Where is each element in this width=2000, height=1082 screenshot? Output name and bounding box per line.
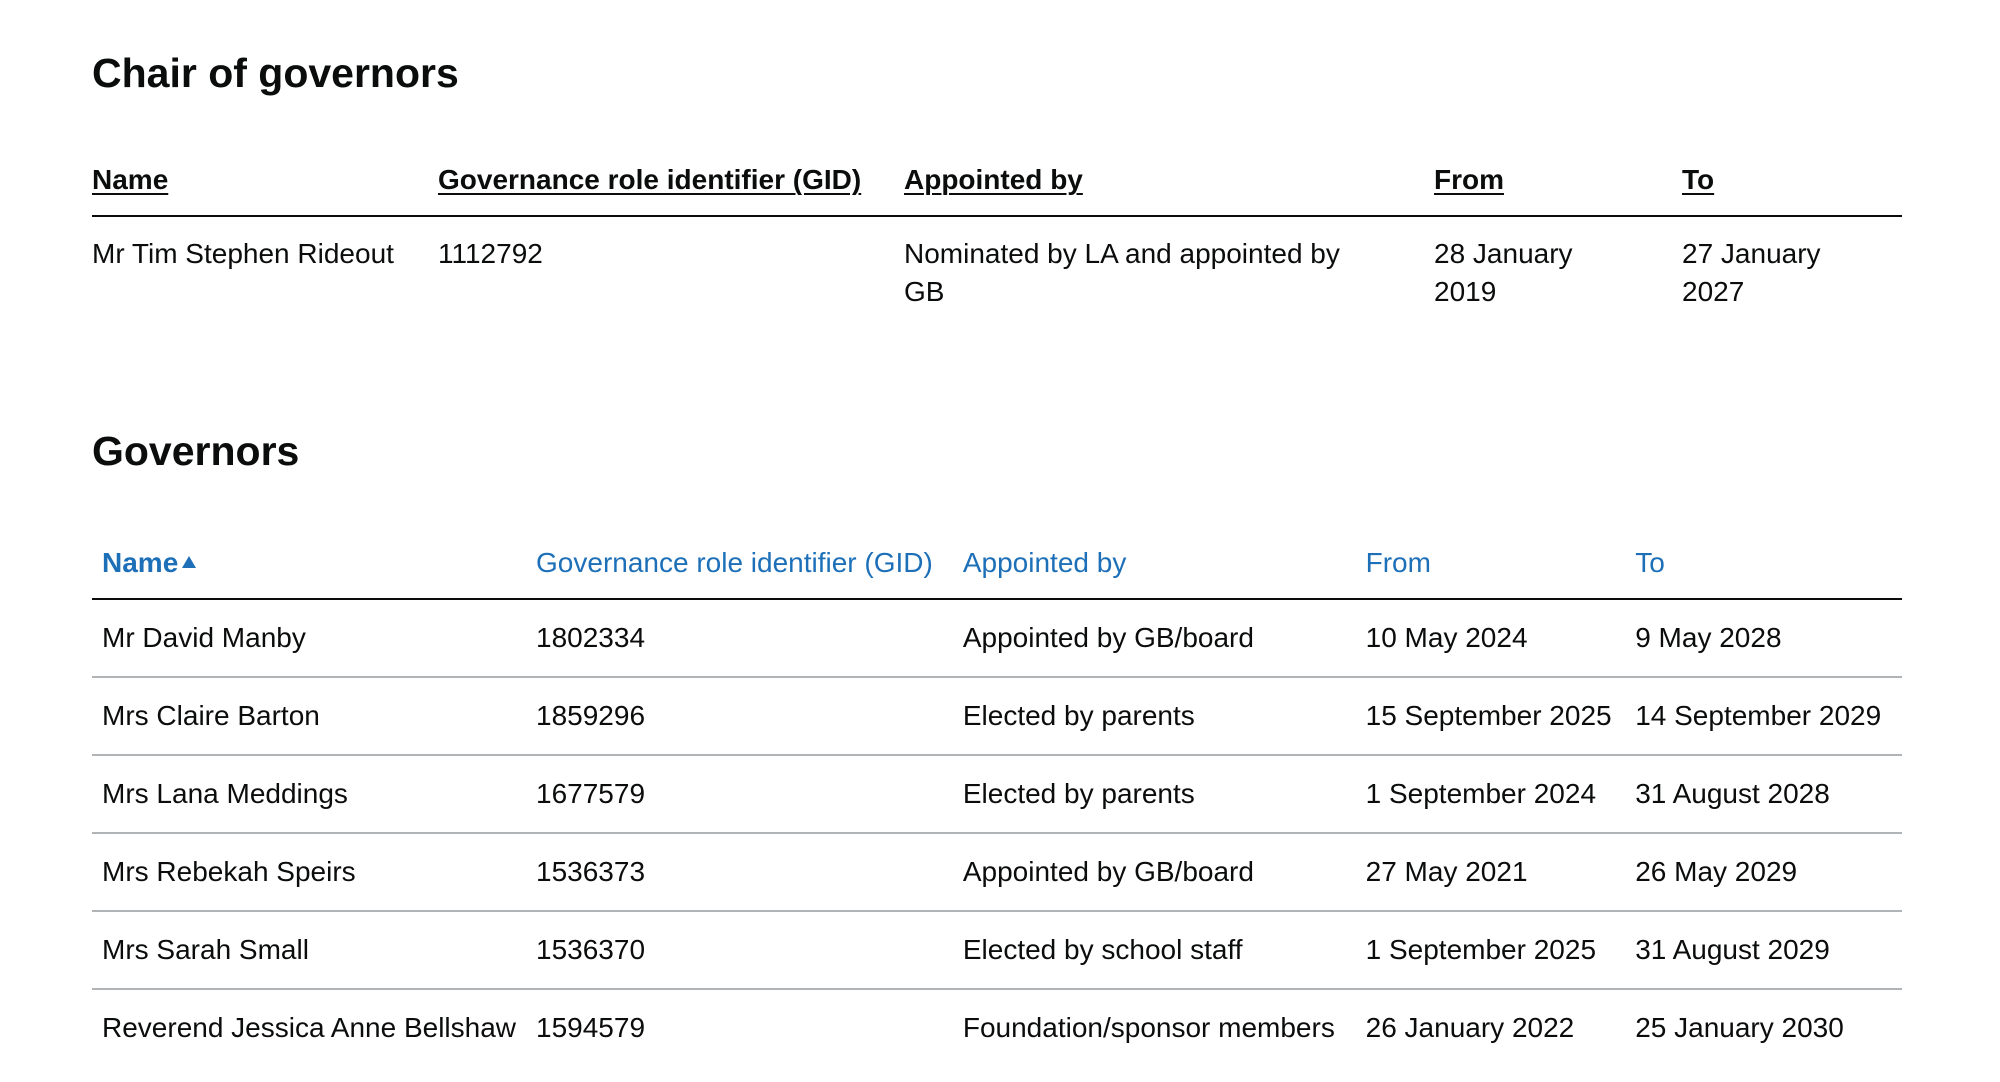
governor-name: Mrs Rebekah Speirs bbox=[92, 833, 526, 911]
governor-to: 9 May 2028 bbox=[1625, 599, 1902, 677]
governor-appointed-by: Elected by school staff bbox=[953, 911, 1356, 989]
chair-col-from: From bbox=[1434, 157, 1682, 216]
sort-by-name-header[interactable] bbox=[92, 534, 526, 599]
governor-name: Mr David Manby bbox=[92, 599, 526, 677]
governor-name: Reverend Jessica Anne Bellshaw bbox=[102, 1012, 517, 1043]
sort-by-to-header[interactable]: To bbox=[1625, 534, 1902, 599]
chair-table bbox=[92, 157, 1902, 331]
governor-appointed-by: Elected by parents bbox=[953, 677, 1356, 755]
governors-heading: Governors bbox=[92, 428, 300, 474]
governors-table bbox=[92, 534, 1902, 1066]
governor-name: Mrs Claire Barton bbox=[92, 677, 526, 755]
governors-header-row bbox=[92, 534, 1902, 599]
chair-appointed-by: Nominated by LA and appointed by GB bbox=[904, 238, 1340, 307]
governor-appointed-by: Appointed by GB/board bbox=[953, 599, 1356, 677]
governor-appointed-by: Appointed by GB/board bbox=[953, 833, 1356, 911]
table-row bbox=[92, 755, 1902, 833]
chair-header-row bbox=[92, 157, 1902, 216]
table-row bbox=[92, 911, 1902, 989]
governor-name: Mrs Sarah Small bbox=[92, 911, 526, 989]
table-row bbox=[92, 599, 1902, 677]
table-row bbox=[92, 833, 1902, 911]
sort-ascending-icon bbox=[182, 556, 196, 568]
table-row bbox=[92, 677, 1902, 755]
governor-from: 27 May 2021 bbox=[1356, 833, 1626, 911]
governor-gid: 1594579 bbox=[536, 1012, 646, 1043]
chair-col-name: Name bbox=[92, 157, 438, 216]
governor-gid: 1536373 bbox=[526, 833, 953, 911]
chair-name: Mr Tim Stephen Rideout bbox=[92, 238, 394, 269]
governor-to: 14 September 2029 bbox=[1625, 677, 1902, 755]
chair-heading: Chair of governors bbox=[92, 50, 459, 96]
governor-to: 26 May 2029 bbox=[1625, 833, 1902, 911]
chair-row bbox=[92, 216, 1902, 331]
governor-appointed-by: Elected by parents bbox=[953, 755, 1356, 833]
sort-by-from-header[interactable]: From bbox=[1356, 534, 1626, 599]
chair-col-gid: Governance role identifier (GID) bbox=[438, 157, 904, 216]
chair-col-appointed-by: Appointed by bbox=[904, 157, 1434, 216]
governor-appointed-by: Foundation/sponsor members bbox=[962, 1012, 1335, 1043]
governor-gid: 1802334 bbox=[526, 599, 953, 677]
chair-from: 28 January 2019 bbox=[1434, 238, 1573, 307]
governor-from: 15 September 2025 bbox=[1356, 677, 1626, 755]
governor-to: 25 January 2030 bbox=[1635, 1012, 1844, 1043]
governor-from: 10 May 2024 bbox=[1356, 599, 1626, 677]
chair-gid: 1112792 bbox=[438, 238, 543, 269]
governor-from: 1 September 2024 bbox=[1356, 755, 1626, 833]
governor-from: 1 September 2025 bbox=[1356, 911, 1626, 989]
governor-gid: 1536370 bbox=[526, 911, 953, 989]
sort-by-appointed-by-header[interactable]: Appointed by bbox=[953, 534, 1356, 599]
governor-to: 31 August 2028 bbox=[1625, 755, 1902, 833]
sort-by-name-label: Name bbox=[102, 547, 179, 578]
chair-col-to: To bbox=[1682, 157, 1902, 216]
governor-gid: 1677579 bbox=[526, 755, 953, 833]
governor-from: 26 January 2022 bbox=[1365, 1012, 1575, 1043]
table-row bbox=[92, 989, 1902, 1066]
chair-to: 27 January 2027 bbox=[1682, 238, 1821, 307]
governor-to: 31 August 2029 bbox=[1625, 911, 1902, 989]
governor-gid: 1859296 bbox=[526, 677, 953, 755]
governor-name: Mrs Lana Meddings bbox=[92, 755, 526, 833]
sort-by-gid-header[interactable]: Governance role identifier (GID) bbox=[526, 534, 953, 599]
